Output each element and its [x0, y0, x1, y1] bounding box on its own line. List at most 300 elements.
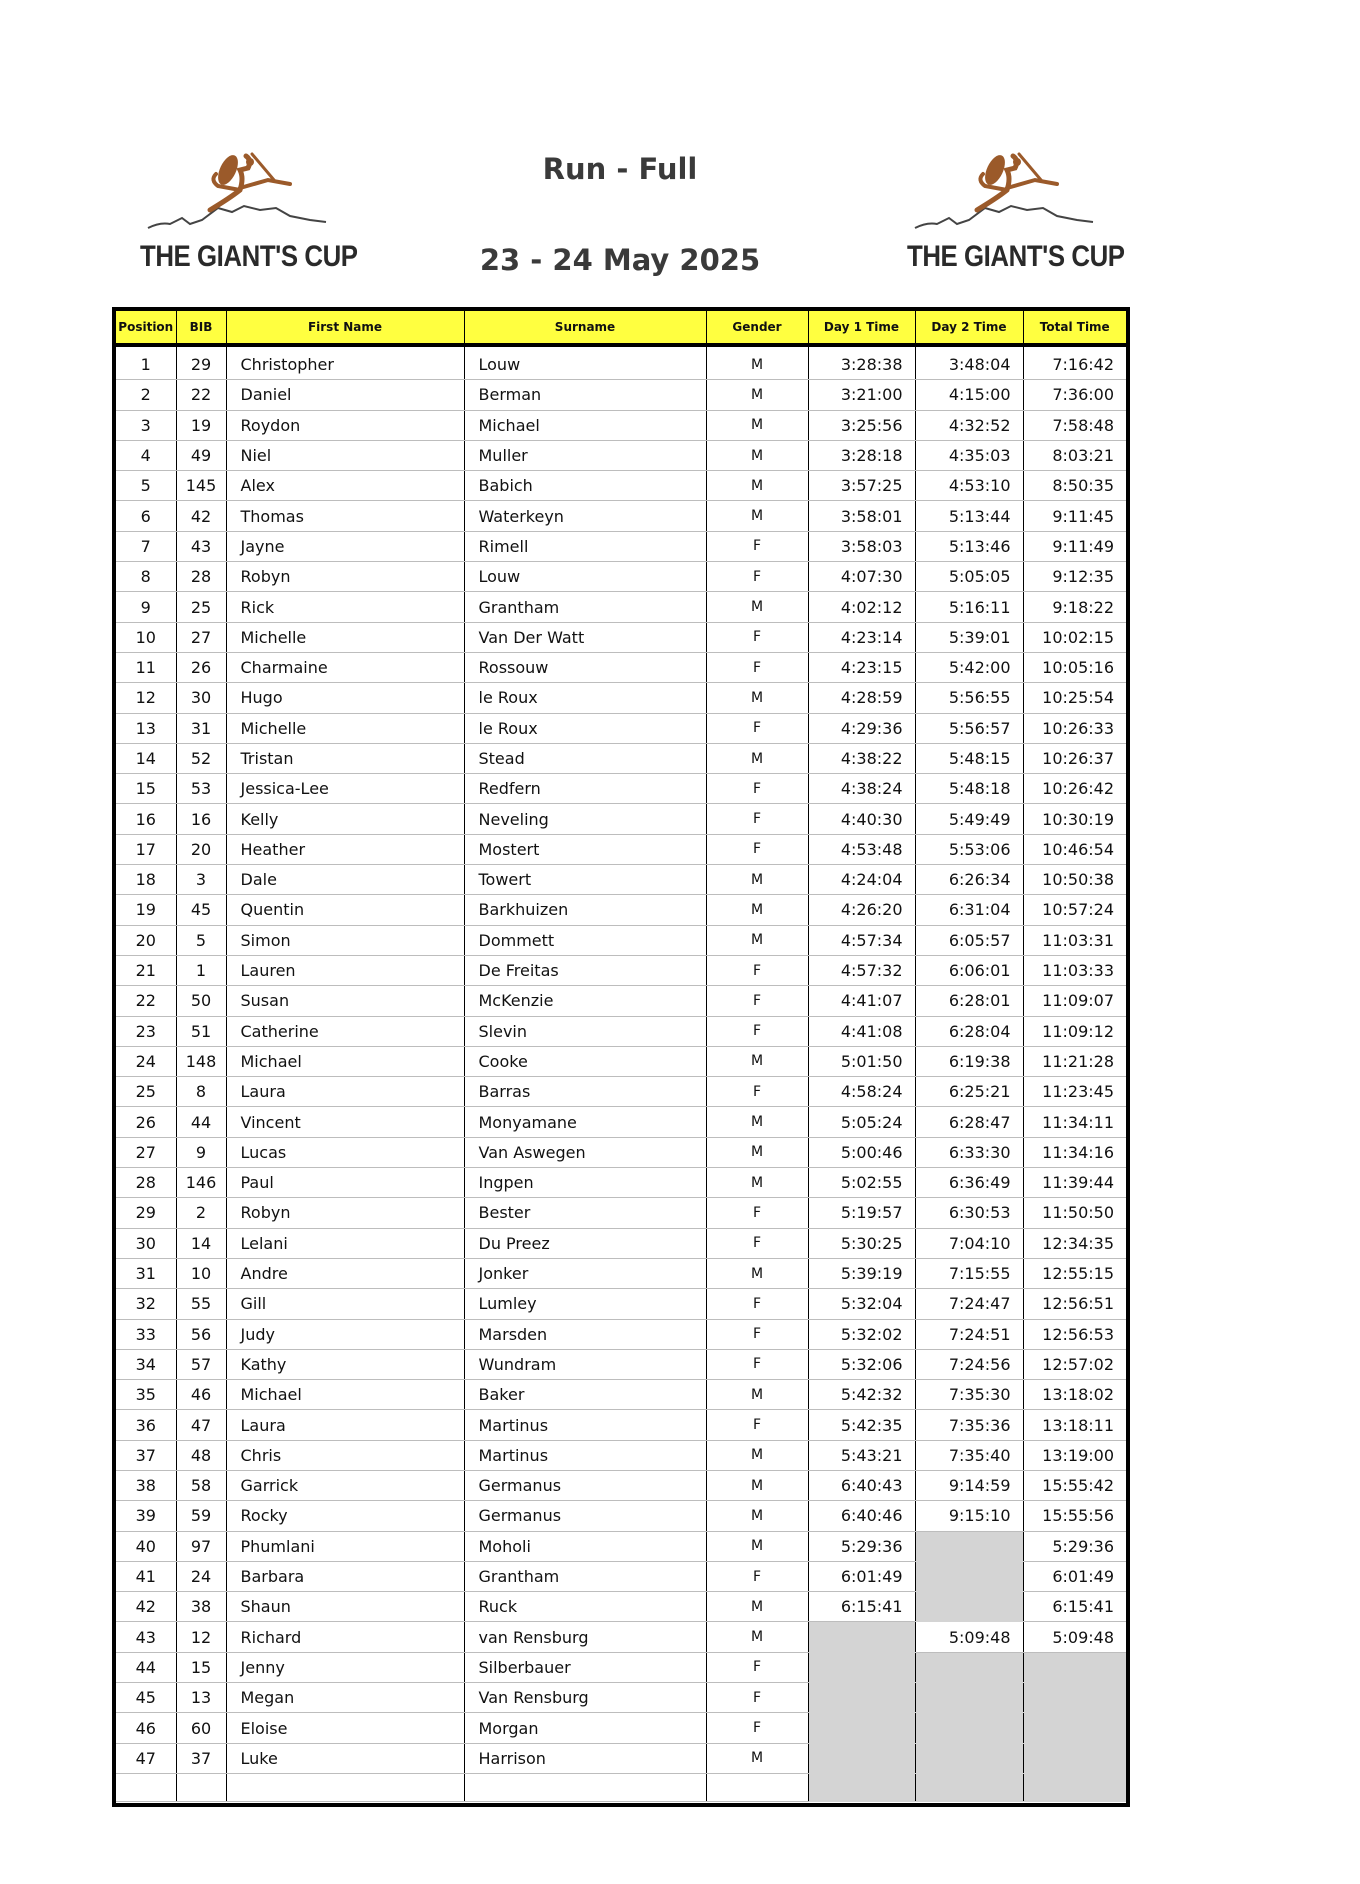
day2-time-cell: 5:53:06	[915, 834, 1023, 864]
gender-cell: F	[706, 1198, 808, 1228]
giants-cup-logo-left	[140, 150, 358, 290]
day1-time-cell: 4:23:15	[808, 652, 915, 682]
gender-cell: M	[706, 1380, 808, 1410]
bib-cell: 59	[176, 1501, 226, 1531]
day2-time-cell: 6:05:57	[915, 925, 1023, 955]
table-row	[116, 834, 1126, 864]
runner-mountain-icon	[140, 150, 340, 240]
gender-cell: M	[706, 410, 808, 440]
surname-cell: Bester	[464, 1198, 706, 1228]
total-time-cell: 7:16:42	[1023, 350, 1126, 380]
total-time-cell: 11:23:45	[1023, 1077, 1126, 1107]
gender-cell: M	[706, 1592, 808, 1622]
position-cell: 11	[116, 652, 176, 682]
position-cell: 15	[116, 774, 176, 804]
column-header: Day 1 Time	[808, 311, 915, 345]
total-time-cell: 10:05:16	[1023, 652, 1126, 682]
day2-time-cell: 5:16:11	[915, 592, 1023, 622]
table-row	[116, 713, 1126, 743]
table-row	[116, 622, 1126, 652]
table-row	[116, 652, 1126, 682]
total-time-cell: 11:34:11	[1023, 1107, 1126, 1137]
total-time-cell	[1023, 1713, 1126, 1743]
column-header: Surname	[464, 311, 706, 345]
gender-cell: F	[706, 713, 808, 743]
total-time-cell: 9:12:35	[1023, 562, 1126, 592]
surname-cell: Muller	[464, 440, 706, 470]
total-time-cell	[1023, 1743, 1126, 1773]
table-row	[116, 1198, 1126, 1228]
table-row	[116, 1016, 1126, 1046]
surname-cell: Moholi	[464, 1531, 706, 1561]
gender-cell: F	[706, 1016, 808, 1046]
gender-cell: M	[706, 1046, 808, 1076]
table-row	[116, 1077, 1126, 1107]
table-row	[116, 804, 1126, 834]
day2-time-cell: 5:49:49	[915, 804, 1023, 834]
day2-time-cell	[915, 1531, 1023, 1561]
bib-cell: 28	[176, 562, 226, 592]
gender-cell: M	[706, 1107, 808, 1137]
bib-cell: 46	[176, 1380, 226, 1410]
total-time-cell: 12:55:15	[1023, 1258, 1126, 1288]
day1-time-cell: 5:42:32	[808, 1380, 915, 1410]
position-cell: 46	[116, 1713, 176, 1743]
surname-cell: Grantham	[464, 592, 706, 622]
surname-cell: Wundram	[464, 1349, 706, 1379]
day1-time-cell: 4:41:08	[808, 1016, 915, 1046]
bib-cell: 42	[176, 501, 226, 531]
total-time-cell: 11:03:31	[1023, 925, 1126, 955]
surname-cell: McKenzie	[464, 986, 706, 1016]
day1-time-cell: 4:41:07	[808, 986, 915, 1016]
day2-time-cell: 7:35:30	[915, 1380, 1023, 1410]
first-name-cell: Laura	[226, 1077, 464, 1107]
first-name-cell: Paul	[226, 1168, 464, 1198]
first-name-cell: Jayne	[226, 531, 464, 561]
day1-time-cell: 5:43:21	[808, 1440, 915, 1470]
total-time-cell: 12:56:53	[1023, 1319, 1126, 1349]
gender-cell: F	[706, 774, 808, 804]
position-cell: 31	[116, 1258, 176, 1288]
table-row	[116, 380, 1126, 410]
total-time-cell: 8:50:35	[1023, 471, 1126, 501]
table-row	[116, 562, 1126, 592]
day2-time-cell	[915, 1683, 1023, 1713]
first-name-cell: Laura	[226, 1410, 464, 1440]
day2-time-cell: 5:42:00	[915, 652, 1023, 682]
position-cell: 29	[116, 1198, 176, 1228]
surname-cell: Martinus	[464, 1440, 706, 1470]
day2-time-cell: 5:39:01	[915, 622, 1023, 652]
day2-time-cell: 7:15:55	[915, 1258, 1023, 1288]
total-time-cell: 11:34:16	[1023, 1137, 1126, 1167]
gender-cell: M	[706, 592, 808, 622]
surname-cell: Babich	[464, 471, 706, 501]
first-name-cell: Alex	[226, 471, 464, 501]
table-row	[116, 1258, 1126, 1288]
total-time-cell: 6:15:41	[1023, 1592, 1126, 1622]
first-name-cell: Lucas	[226, 1137, 464, 1167]
table-row	[116, 955, 1126, 985]
position-cell: 47	[116, 1743, 176, 1773]
gender-cell: M	[706, 865, 808, 895]
day2-time-cell: 7:24:56	[915, 1349, 1023, 1379]
surname-cell: Van Rensburg	[464, 1683, 706, 1713]
gender-cell: F	[706, 652, 808, 682]
gender-cell: F	[706, 562, 808, 592]
bib-cell: 3	[176, 865, 226, 895]
total-time-cell: 8:03:21	[1023, 440, 1126, 470]
bib-cell: 27	[176, 622, 226, 652]
gender-cell: M	[706, 1470, 808, 1500]
day2-time-cell: 6:33:30	[915, 1137, 1023, 1167]
gender-cell: M	[706, 1137, 808, 1167]
day1-time-cell: 5:00:46	[808, 1137, 915, 1167]
surname-cell: Germanus	[464, 1501, 706, 1531]
day2-time-cell: 5:09:48	[915, 1622, 1023, 1652]
table-row	[116, 683, 1126, 713]
surname-cell: Mostert	[464, 834, 706, 864]
first-name-cell: Garrick	[226, 1470, 464, 1500]
bib-cell: 24	[176, 1561, 226, 1591]
total-time-cell: 7:58:48	[1023, 410, 1126, 440]
position-cell: 27	[116, 1137, 176, 1167]
bib-cell: 30	[176, 683, 226, 713]
surname-cell: Jonker	[464, 1258, 706, 1288]
table-row	[116, 925, 1126, 955]
position-cell: 4	[116, 440, 176, 470]
surname-cell: Louw	[464, 562, 706, 592]
total-time-cell: 15:55:56	[1023, 1501, 1126, 1531]
bib-cell: 29	[176, 350, 226, 380]
day2-time-cell: 4:53:10	[915, 471, 1023, 501]
position-cell: 39	[116, 1501, 176, 1531]
first-name-cell: Rick	[226, 592, 464, 622]
first-name-cell: Phumlani	[226, 1531, 464, 1561]
table-row	[116, 865, 1126, 895]
day2-time-cell: 6:28:01	[915, 986, 1023, 1016]
position-cell: 44	[116, 1652, 176, 1682]
day2-time-cell: 4:35:03	[915, 440, 1023, 470]
first-name-cell: Michelle	[226, 622, 464, 652]
giants-cup-logo-right	[907, 150, 1125, 290]
total-time-cell: 11:09:07	[1023, 986, 1126, 1016]
day1-time-cell: 4:29:36	[808, 713, 915, 743]
day1-time-cell: 4:38:24	[808, 774, 915, 804]
table-row	[116, 1440, 1126, 1470]
day1-time-cell: 4:02:12	[808, 592, 915, 622]
total-time-cell: 10:25:54	[1023, 683, 1126, 713]
bib-cell: 22	[176, 380, 226, 410]
bib-cell: 53	[176, 774, 226, 804]
position-cell: 33	[116, 1319, 176, 1349]
position-cell: 19	[116, 895, 176, 925]
surname-cell: Slevin	[464, 1016, 706, 1046]
gender-cell: M	[706, 683, 808, 713]
gender-cell: M	[706, 501, 808, 531]
day2-time-cell	[915, 1652, 1023, 1682]
position-cell: 34	[116, 1349, 176, 1379]
day1-time-cell	[808, 1713, 915, 1743]
day1-time-cell: 5:42:35	[808, 1410, 915, 1440]
total-time-cell: 9:11:45	[1023, 501, 1126, 531]
table-row	[116, 986, 1126, 1016]
total-time-cell	[1023, 1683, 1126, 1713]
total-time-cell: 9:18:22	[1023, 592, 1126, 622]
surname-cell: Baker	[464, 1380, 706, 1410]
first-name-cell: Shaun	[226, 1592, 464, 1622]
bib-cell: 145	[176, 471, 226, 501]
gender-cell: M	[706, 1258, 808, 1288]
first-name-cell: Megan	[226, 1683, 464, 1713]
gender-cell: M	[706, 1440, 808, 1470]
first-name-cell: Chris	[226, 1440, 464, 1470]
position-cell: 2	[116, 380, 176, 410]
total-time-cell: 10:26:42	[1023, 774, 1126, 804]
position-cell: 20	[116, 925, 176, 955]
first-name-cell: Roydon	[226, 410, 464, 440]
total-time-cell: 10:26:33	[1023, 713, 1126, 743]
bib-cell: 26	[176, 652, 226, 682]
first-name-cell: Michael	[226, 1046, 464, 1076]
bib-cell: 12	[176, 1622, 226, 1652]
total-time-cell: 13:19:00	[1023, 1440, 1126, 1470]
day2-time-cell	[915, 1561, 1023, 1591]
day1-time-cell: 5:29:36	[808, 1531, 915, 1561]
surname-cell: Stead	[464, 743, 706, 773]
day2-time-cell: 6:31:04	[915, 895, 1023, 925]
day2-time-cell: 6:36:49	[915, 1168, 1023, 1198]
bib-cell: 148	[176, 1046, 226, 1076]
first-name-cell: Tristan	[226, 743, 464, 773]
day1-time-cell: 4:07:30	[808, 562, 915, 592]
first-name-cell: Charmaine	[226, 652, 464, 682]
day1-time-cell: 5:05:24	[808, 1107, 915, 1137]
bib-cell: 13	[176, 1683, 226, 1713]
day1-time-cell	[808, 1622, 915, 1652]
table-row	[116, 1410, 1126, 1440]
table-row	[116, 410, 1126, 440]
position-cell: 26	[116, 1107, 176, 1137]
position-cell: 30	[116, 1228, 176, 1258]
day2-time-cell: 7:24:51	[915, 1319, 1023, 1349]
logo-text: THE GIANT'S CUP	[907, 240, 1125, 273]
position-cell: 37	[116, 1440, 176, 1470]
day2-time-cell	[915, 1713, 1023, 1743]
bib-cell: 43	[176, 531, 226, 561]
bib-cell: 44	[176, 1107, 226, 1137]
first-name-cell: Barbara	[226, 1561, 464, 1591]
gender-cell: M	[706, 1743, 808, 1773]
first-name-cell: Hugo	[226, 683, 464, 713]
bib-cell: 97	[176, 1531, 226, 1561]
day1-time-cell: 5:02:55	[808, 1168, 915, 1198]
total-time-cell: 11:39:44	[1023, 1168, 1126, 1198]
position-cell: 24	[116, 1046, 176, 1076]
gender-cell: M	[706, 1501, 808, 1531]
table-row	[116, 592, 1126, 622]
position-cell: 1	[116, 350, 176, 380]
surname-cell: Michael	[464, 410, 706, 440]
bib-cell: 47	[176, 1410, 226, 1440]
day2-time-cell: 4:15:00	[915, 380, 1023, 410]
gender-cell: F	[706, 1319, 808, 1349]
total-time-cell: 12:57:02	[1023, 1349, 1126, 1379]
surname-cell: Barkhuizen	[464, 895, 706, 925]
position-cell: 12	[116, 683, 176, 713]
bib-cell: 31	[176, 713, 226, 743]
column-header: Gender	[706, 311, 808, 345]
day2-time-cell: 7:04:10	[915, 1228, 1023, 1258]
total-time-cell: 13:18:02	[1023, 1380, 1126, 1410]
bib-cell: 10	[176, 1258, 226, 1288]
surname-cell: Monyamane	[464, 1107, 706, 1137]
surname-cell: Silberbauer	[464, 1652, 706, 1682]
position-cell: 41	[116, 1561, 176, 1591]
day1-time-cell: 4:23:14	[808, 622, 915, 652]
table-row	[116, 350, 1126, 380]
surname-cell: Neveling	[464, 804, 706, 834]
day2-time-cell: 6:28:47	[915, 1107, 1023, 1137]
surname-cell: van Rensburg	[464, 1622, 706, 1652]
day1-time-cell: 5:39:19	[808, 1258, 915, 1288]
position-cell: 23	[116, 1016, 176, 1046]
bib-cell: 58	[176, 1470, 226, 1500]
total-time-cell: 7:36:00	[1023, 380, 1126, 410]
day1-time-cell	[808, 1683, 915, 1713]
position-cell: 14	[116, 743, 176, 773]
table-row	[116, 1683, 1126, 1713]
first-name-cell: Susan	[226, 986, 464, 1016]
total-time-cell: 10:46:54	[1023, 834, 1126, 864]
position-cell: 22	[116, 986, 176, 1016]
position-cell: 35	[116, 1380, 176, 1410]
position-cell: 21	[116, 955, 176, 985]
first-name-cell: Heather	[226, 834, 464, 864]
table-row	[116, 471, 1126, 501]
day1-time-cell: 4:58:24	[808, 1077, 915, 1107]
table-header-row	[116, 311, 1126, 345]
position-cell: 28	[116, 1168, 176, 1198]
day2-time-cell: 5:48:18	[915, 774, 1023, 804]
day1-time-cell: 3:28:18	[808, 440, 915, 470]
total-time-cell: 11:50:50	[1023, 1198, 1126, 1228]
day2-time-cell: 4:32:52	[915, 410, 1023, 440]
column-header: Day 2 Time	[915, 311, 1023, 345]
bib-cell: 48	[176, 1440, 226, 1470]
table-row	[116, 1713, 1126, 1743]
bib-cell: 25	[176, 592, 226, 622]
day1-time-cell: 5:32:04	[808, 1289, 915, 1319]
surname-cell: le Roux	[464, 713, 706, 743]
total-time-cell: 11:21:28	[1023, 1046, 1126, 1076]
surname-cell: Rossouw	[464, 652, 706, 682]
bib-cell: 9	[176, 1137, 226, 1167]
day2-time-cell: 6:28:04	[915, 1016, 1023, 1046]
surname-cell: Harrison	[464, 1743, 706, 1773]
total-time-cell: 10:50:38	[1023, 865, 1126, 895]
day1-time-cell: 5:32:06	[808, 1349, 915, 1379]
table-row	[116, 895, 1126, 925]
surname-cell: Marsden	[464, 1319, 706, 1349]
bib-cell: 15	[176, 1652, 226, 1682]
surname-cell: Rimell	[464, 531, 706, 561]
table-row	[116, 1137, 1126, 1167]
first-name-cell: Michael	[226, 1380, 464, 1410]
column-header: First Name	[226, 311, 464, 345]
first-name-cell: Gill	[226, 1289, 464, 1319]
table-row	[116, 1380, 1126, 1410]
surname-cell: Berman	[464, 380, 706, 410]
total-time-cell: 11:03:33	[1023, 955, 1126, 985]
position-cell: 40	[116, 1531, 176, 1561]
day1-time-cell: 6:40:43	[808, 1470, 915, 1500]
gender-cell: F	[706, 1077, 808, 1107]
day1-time-cell: 3:57:25	[808, 471, 915, 501]
day1-time-cell: 4:57:34	[808, 925, 915, 955]
total-time-cell: 12:56:51	[1023, 1289, 1126, 1319]
gender-cell: M	[706, 440, 808, 470]
first-name-cell: Michelle	[226, 713, 464, 743]
day1-time-cell: 6:15:41	[808, 1592, 915, 1622]
surname-cell: Grantham	[464, 1561, 706, 1591]
first-name-cell: Jenny	[226, 1652, 464, 1682]
day2-time-cell: 5:56:55	[915, 683, 1023, 713]
bib-cell: 16	[176, 804, 226, 834]
surname-cell: Van Der Watt	[464, 622, 706, 652]
table-row	[116, 1743, 1126, 1773]
position-cell: 13	[116, 713, 176, 743]
position-cell: 36	[116, 1410, 176, 1440]
bib-cell: 52	[176, 743, 226, 773]
first-name-cell: Niel	[226, 440, 464, 470]
day2-time-cell: 7:35:40	[915, 1440, 1023, 1470]
gender-cell: M	[706, 380, 808, 410]
surname-cell: le Roux	[464, 683, 706, 713]
column-header: Position	[116, 311, 176, 345]
table-row	[116, 501, 1126, 531]
table-row	[116, 1289, 1126, 1319]
gender-cell: F	[706, 531, 808, 561]
day1-time-cell: 3:21:00	[808, 380, 915, 410]
first-name-cell: Rocky	[226, 1501, 464, 1531]
position-cell: 43	[116, 1622, 176, 1652]
total-time-cell: 11:09:12	[1023, 1016, 1126, 1046]
bib-cell: 51	[176, 1016, 226, 1046]
position-cell: 38	[116, 1470, 176, 1500]
first-name-cell: Quentin	[226, 895, 464, 925]
bib-cell: 60	[176, 1713, 226, 1743]
total-time-cell: 10:26:37	[1023, 743, 1126, 773]
day1-time-cell: 3:58:03	[808, 531, 915, 561]
day2-time-cell: 6:06:01	[915, 955, 1023, 985]
runner-mountain-icon	[907, 150, 1107, 240]
day2-time-cell: 6:30:53	[915, 1198, 1023, 1228]
first-name-cell: Simon	[226, 925, 464, 955]
table-row	[116, 1531, 1126, 1561]
table-row	[116, 1168, 1126, 1198]
day2-time-cell: 5:48:15	[915, 743, 1023, 773]
surname-cell: Van Aswegen	[464, 1137, 706, 1167]
day2-time-cell: 9:15:10	[915, 1501, 1023, 1531]
gender-cell: M	[706, 471, 808, 501]
first-name-cell: Eloise	[226, 1713, 464, 1743]
bib-cell: 38	[176, 1592, 226, 1622]
total-time-cell: 6:01:49	[1023, 1561, 1126, 1591]
gender-cell: F	[706, 622, 808, 652]
gender-cell: F	[706, 1561, 808, 1591]
